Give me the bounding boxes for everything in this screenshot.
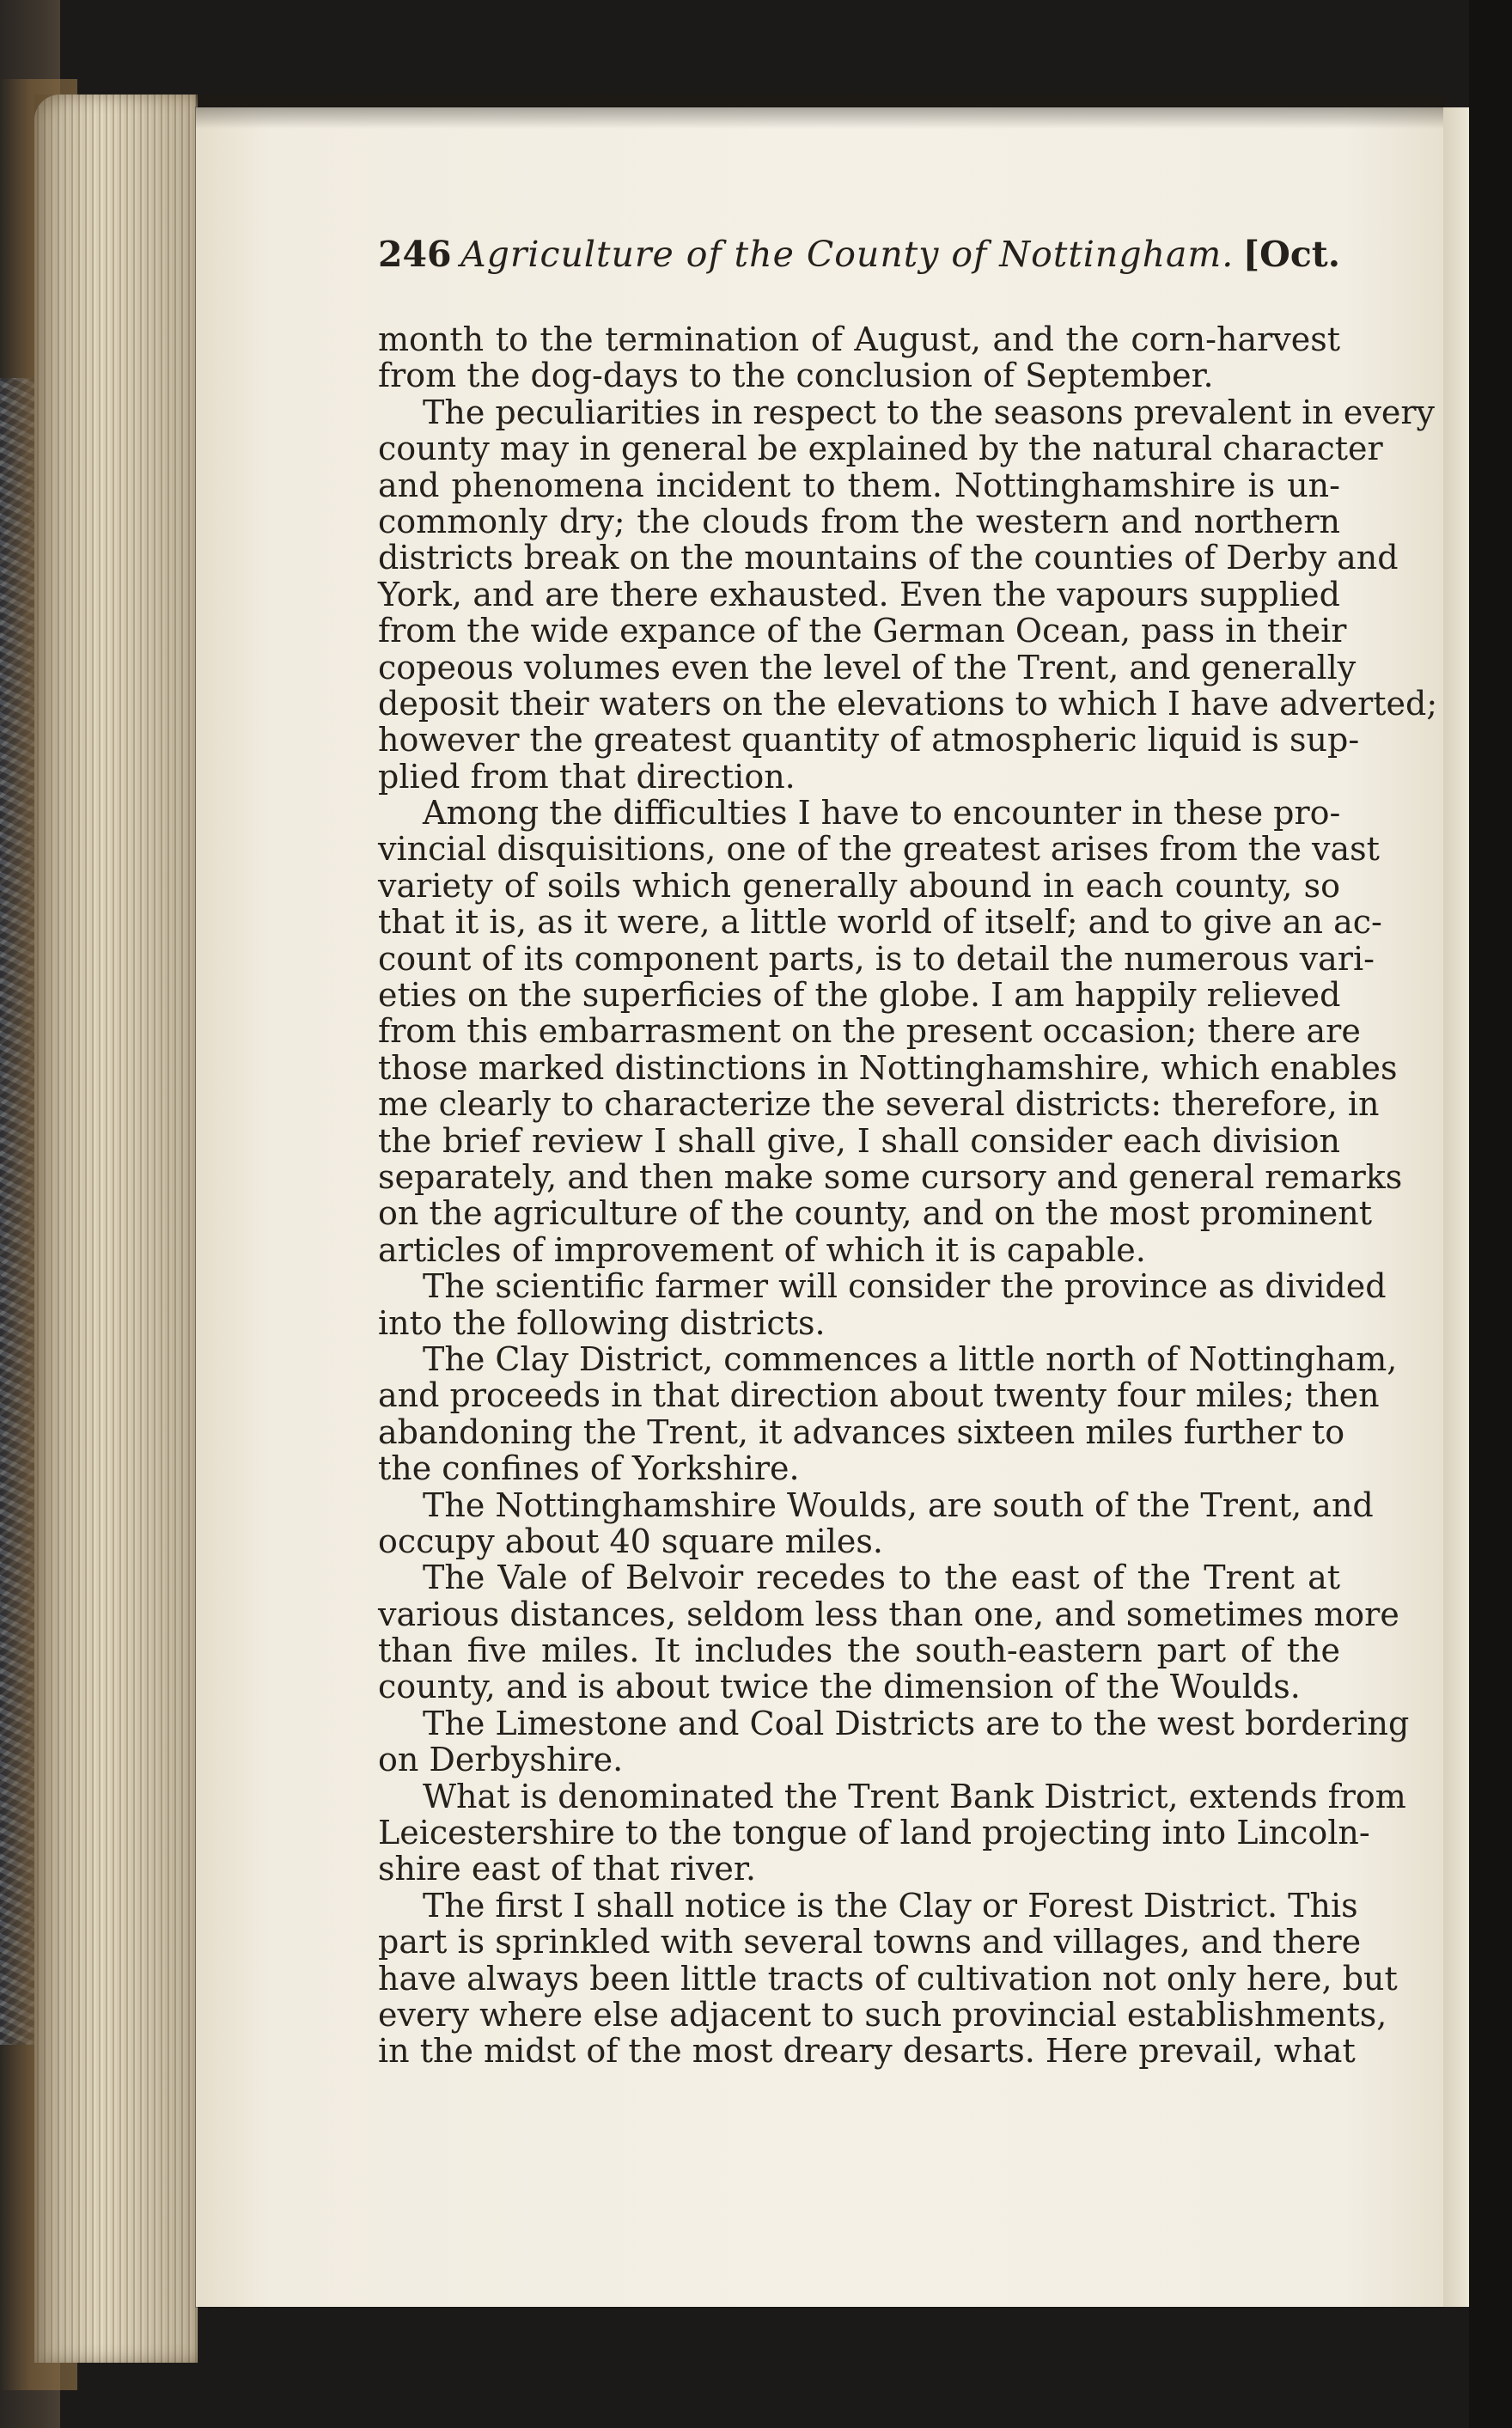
text-line: from the wide expance of the German Ocean, pass in their [378, 612, 1347, 650]
text-line: plied from that direction. [378, 757, 796, 796]
text-line: county may in general be explained by the natural character [378, 430, 1383, 468]
text-line: part is sprinkled with several towns and villages, and there [378, 1923, 1362, 1961]
running-header [378, 230, 1340, 278]
text-line: in the midst of the most dreary desarts. Here prevail, what [378, 2032, 1356, 2071]
next-page-edge [1443, 107, 1469, 2307]
text-line: however the greatest quantity of atmospheric liquid is sup- [378, 721, 1360, 760]
text-line: and proceeds in that direction about twenty four miles; then [378, 1376, 1380, 1415]
text-line: from this embarrasment on the present occasion; there are [378, 1012, 1361, 1051]
text-line: The Nottinghamshire Woulds, are south of the Trent, and [423, 1485, 1374, 1524]
body-text [378, 320, 1438, 2071]
text-line: What is denominated the Trent Bank District, extends from [423, 1777, 1406, 1815]
text-line: The peculiarities in respect to the seasons prevalent in every [423, 393, 1435, 431]
text-line: articles of improvement of which it is capable. [378, 1230, 1146, 1269]
text-line: the confines of Yorkshire. [378, 1449, 800, 1488]
text-block [378, 230, 1438, 2071]
running-month: [Oct. [1242, 234, 1340, 275]
text-line: those marked distinctions in Nottinghamshire, which enables [378, 1048, 1398, 1087]
text-line: commonly dry; the clouds from the western and northern [378, 502, 1340, 540]
text-line: various distances, seldom less than one, and sometimes more [378, 1595, 1399, 1633]
text-line: deposit their waters on the elevations to which I have adverted; [378, 684, 1438, 723]
text-line: Among the difficulties I have to encounter in these pro- [423, 794, 1341, 833]
text-line: shire east of that river. [378, 1850, 756, 1888]
text-line: that it is, as it were, a little world of itself; and to give an ac- [378, 903, 1382, 942]
text-line: than five miles. It includes the south-eastern part of the [378, 1632, 1340, 1670]
text-line: on Derbyshire. [378, 1741, 624, 1779]
text-line: The scientific farmer will consider the province as divided [423, 1267, 1387, 1306]
running-title: Agriculture of the County of Nottingham. [460, 234, 1235, 275]
page-top-shadow [196, 95, 1443, 129]
text-line: copeous volumes even the level of the Trent, and generally [378, 648, 1357, 686]
text-line: separately, and then make some cursory and general remarks [378, 1157, 1403, 1196]
background-right [1469, 0, 1512, 2428]
text-line: occupy about 40 square miles. [378, 1522, 883, 1560]
text-line: the brief review I shall give, I shall consider each division [378, 1121, 1340, 1160]
text-line: and phenomena incident to them. Nottinghamshire is un- [378, 466, 1340, 504]
text-line: on the agriculture of the county, and on the most prominent [378, 1194, 1373, 1233]
text-line: York, and are there exhausted. Even the vapours supplied [378, 575, 1340, 613]
text-line: eties on the superficies of the globe. I am happily relieved [378, 976, 1341, 1015]
text-line: county, and is about twice the dimension of the Woulds. [378, 1668, 1301, 1706]
text-line: The Limestone and Coal Districts are to the west bordering [423, 1704, 1410, 1742]
text-line: month to the termination of August, and the corn-harvest [378, 320, 1340, 358]
text-line: from the dog-days to the conclusion of September. [378, 357, 1214, 395]
text-line: variety of soils which generally abound in each county, so [378, 866, 1340, 905]
text-line: vincial disquisitions, one of the greatest arises from the vast [378, 830, 1380, 869]
text-line: count of its component parts, is to detail the numerous vari- [378, 939, 1375, 978]
text-line: every where else adjacent to such provincial establishments, [378, 1995, 1387, 2034]
page-number: 246 [378, 234, 452, 275]
text-line: Leicestershire to the tongue of land projecting into Lincoln- [378, 1814, 1370, 1852]
text-line: The Clay District, commences a little north of Nottingham, [423, 1339, 1398, 1378]
text-line: abandoning the Trent, it advances sixteen miles further to [378, 1412, 1345, 1451]
text-line: me clearly to characterize the several districts: therefore, in [378, 1085, 1380, 1124]
text-line: The first I shall notice is the Clay or Forest District. This [423, 1886, 1358, 1925]
text-line: districts break on the mountains of the counties of Derby and [378, 539, 1399, 577]
text-line: into the following districts. [378, 1303, 826, 1342]
text-line: The Vale of Belvoir recedes to the east of the Trent at [423, 1559, 1340, 1597]
page-stack-shade [34, 95, 198, 2363]
text-line: have always been little tracts of cultivation not only here, but [378, 1959, 1398, 1998]
